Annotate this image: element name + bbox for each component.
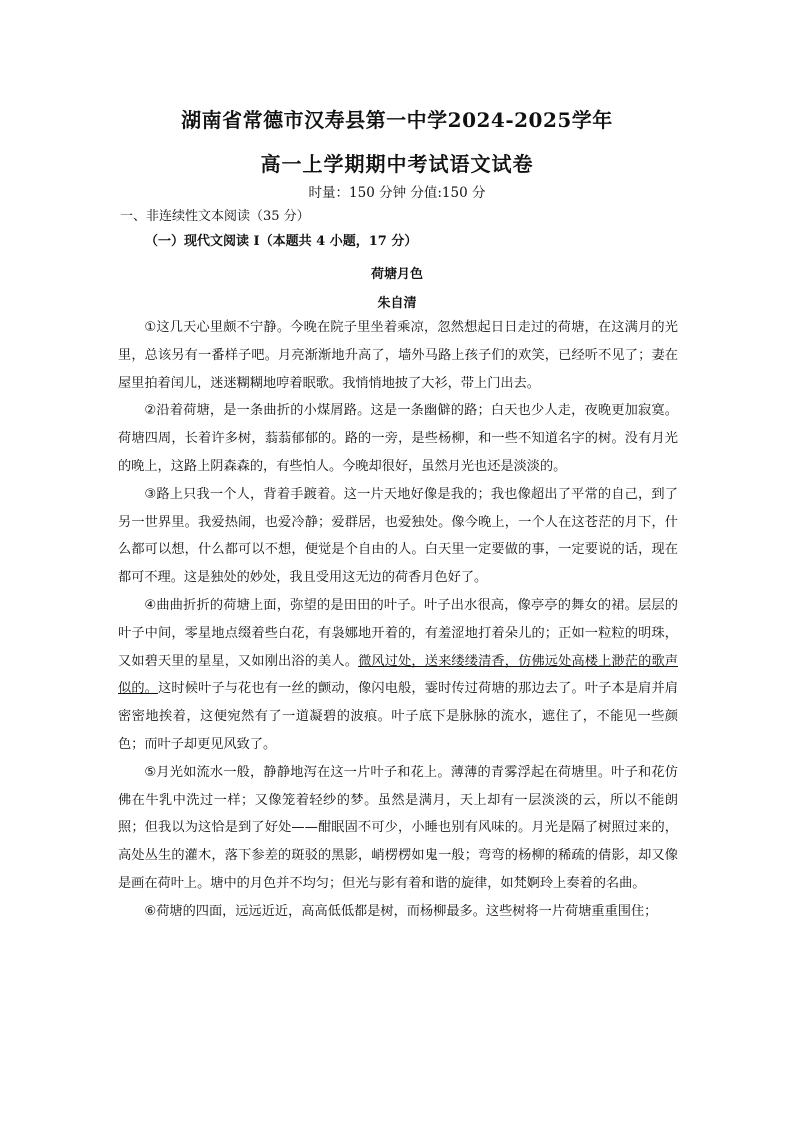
paragraph-3: ③路上只我一个人，背着手踱着。这一片天地好像是我的；我也像超出了平常的自己，到了另一世界里。我爱热闹，也爱冷静；爱群居，也爱独处。像今晚上，一个人在这苍茫的月下，什么都可以想，什么都可以不想，便觉是个自由的人。白天里一定要做的事，一定要说的话，现在都可不理。这是独处的妙处，我且受用这无边的荷香月色好了。 xyxy=(118,486,678,586)
paragraph-4 xyxy=(118,592,678,759)
article-body xyxy=(118,314,678,926)
paragraph-5: ⑤月光如流水一般，静静地泻在这一片叶子和花上。薄薄的青雾浮起在荷塘里。叶子和花仿佛在牛乳中洗过一样；又像笼着轻纱的梦。虽然是满月，天上却有一层淡淡的云，所以不能朗照；但我以为这恰是到了好处——酣眠固不可少，小睡也别有风味的。月光是隔了树照过来的，高处丛生的灌木，落下参差的斑驳的黑影，峭楞楞如鬼一般；弯弯的杨柳的稀疏的倩影，却又像是画在荷叶上。塘中的月色并不均匀；但光与影有着和谐的旋律，如梵婀玲上奏着的名曲。 xyxy=(118,764,678,891)
exam-title-line1: 湖南省常德市汉寿县第一中学2024-2025学年 xyxy=(181,108,613,132)
section-heading: 一、非连续性文本阅读（35 分） xyxy=(120,209,310,224)
article-title: 荷塘月色 xyxy=(370,267,423,282)
exam-title-line2: 高一上学期期中考试语文试卷 xyxy=(260,152,534,176)
paragraph-2: ②沿着荷塘，是一条曲折的小煤屑路。这是一条幽僻的路；白天也少人走，夜晚更加寂寞。荷塘四周，长着许多树，蓊蓊郁郁的。路的一旁，是些杨柳，和一些不知道名字的树。没有月光的晚上，这路上阴森森的，有些怕人。今晚却很好，虽然月光也还是淡淡的。 xyxy=(118,403,678,474)
paragraph-1: ①这几天心里颇不宁静。今晚在院子里坐着乘凉，忽然想起日日走过的荷塘，在这满月的光里，总该另有一番样子吧。月亮渐渐地升高了，墙外马路上孩子们的欢笑，已经听不见了；妻在屋里拍着闰儿，迷迷糊糊地哼着眠歌。我悄悄地披了大衫，带上门出去。 xyxy=(118,320,678,391)
paragraph-6: ⑥荷塘的四面，远远近近，高高低低都是树，而杨柳最多。这些树将一片荷塘重重围住； xyxy=(144,903,658,919)
underlined-sentence: 微风过处，送来缕缕清香，仿佛远处高楼上渺茫的歌声似的。 xyxy=(118,653,678,697)
paragraph-4-text-before: ④曲曲折折的荷塘上面，弥望的是田田的叶子。叶子出水很高，像亭亭的舞女的裙。层层的叶子中间，零星地点缀着些白花，有袅娜地开着的，有羞涩地打着朵儿的；正如一粒粒的明珠，又如碧天里的星星，又如刚出浴的美人。 xyxy=(118,597,678,669)
article-author: 朱自清 xyxy=(377,296,417,311)
exam-meta: 时量：150 分钟 分值:150 分 xyxy=(308,185,486,201)
paragraph-4-text-after: 这时候叶子与花也有一丝的颤动，像闪电般，霎时传过荷塘的那边去了。叶子本是肩并肩密密地挨着，这便宛然有了一道凝碧的波痕。叶子底下是脉脉的流水，遮住了，不能见一些颜色；而叶子却更见风致了。 xyxy=(118,681,679,752)
subsection-heading: （一）现代文阅读 I（本题共 4 小题，17 分） xyxy=(145,234,418,249)
